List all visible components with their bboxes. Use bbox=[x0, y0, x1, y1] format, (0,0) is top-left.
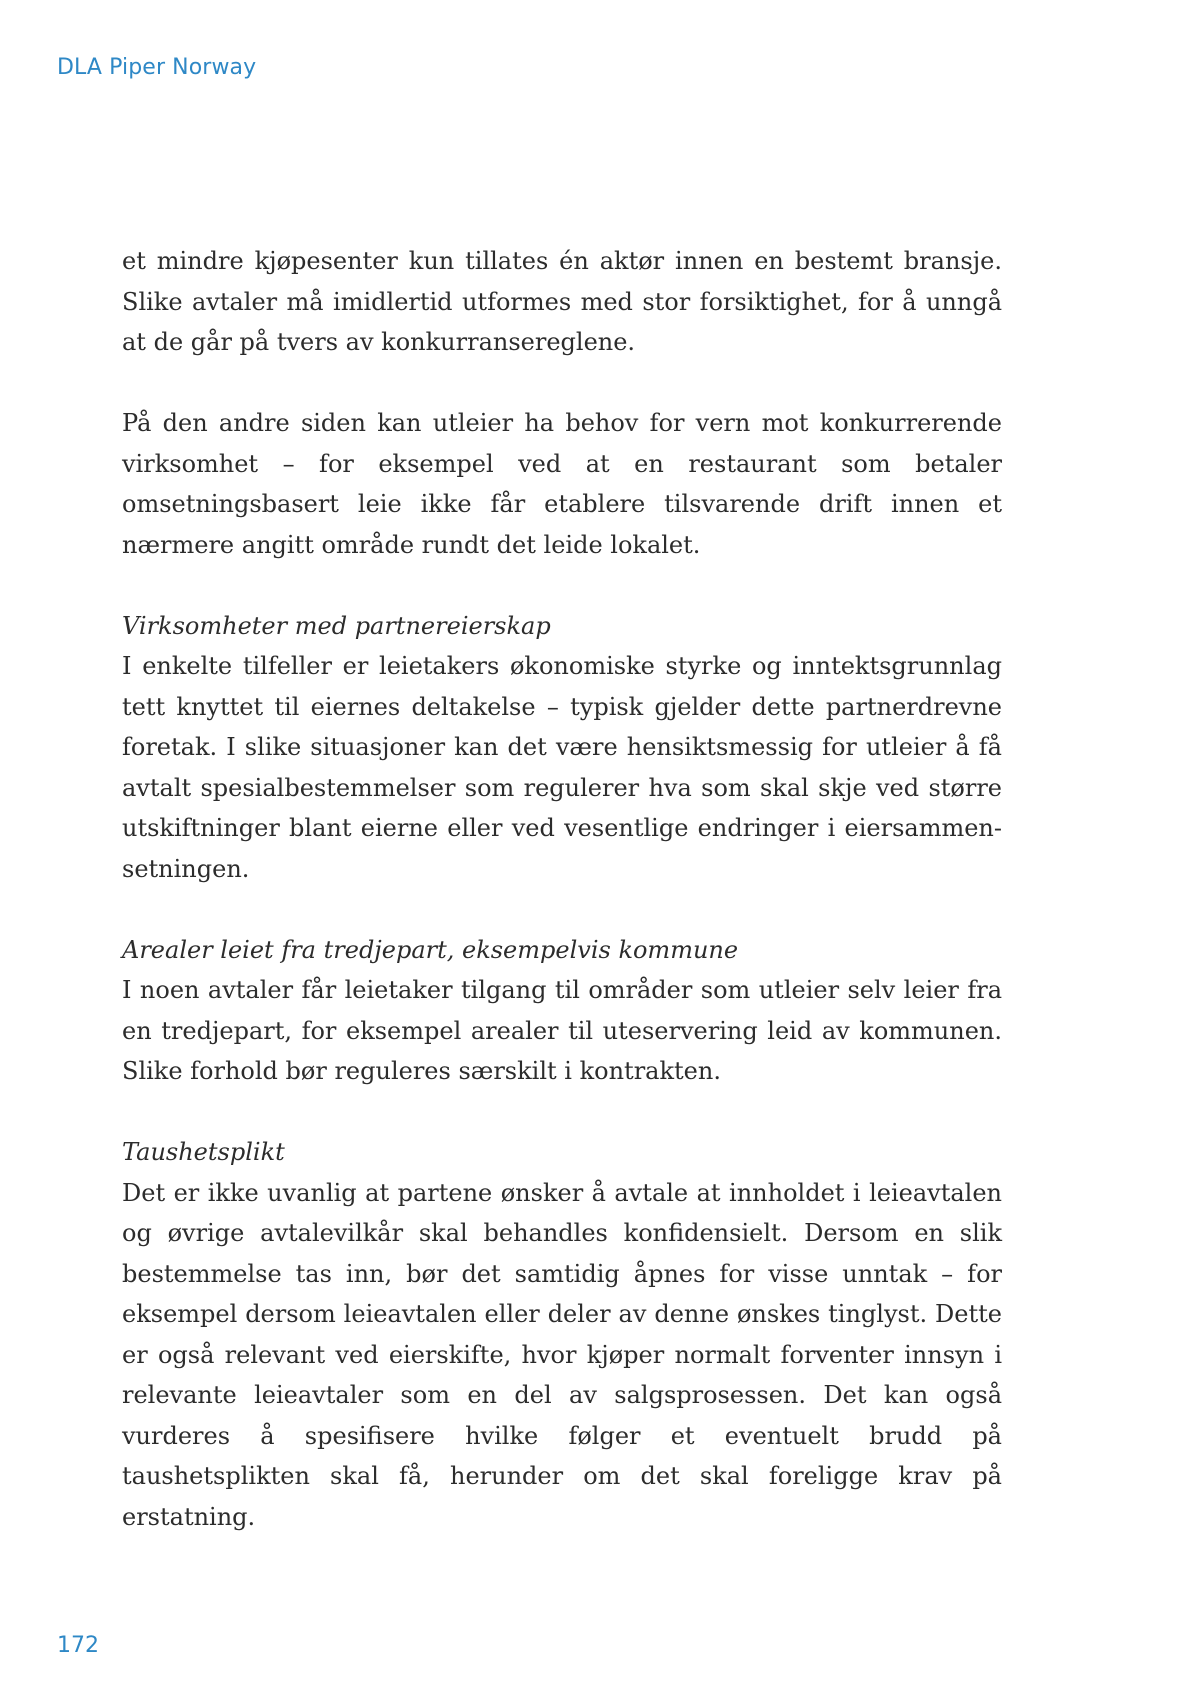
section-subheading: Arealer leiet fra tredjepart, eksempelvis kommune bbox=[122, 935, 739, 964]
page-body bbox=[122, 241, 1002, 1537]
section-third-party-areas bbox=[122, 930, 1002, 1092]
page-number: 172 bbox=[57, 1633, 99, 1658]
section-confidentiality bbox=[122, 1132, 1002, 1537]
paragraph-text: Det er ikke uvanlig at partene ønsker å avtale at innholdet i leieavtalen og øvrige avtalevilkår skal behandles konfidensielt. Dersom en slik bestemmelse tas inn, bør det samtidig åpnes for visse unntak – for eksempel dersom leieavtalen eller deler av denne ønskes tinglyst. Dette er også relevant ved eierskifte, hvor kjøper normalt forventer innsyn i relevante leieavtaler som en del av salgsprosessen. Det kan også vurderes å spesifisere hvilke følger et eventuelt brudd på taushetsplikten skal få, herunder om det skal foreligge krav på erstatning. bbox=[122, 1178, 1002, 1531]
paragraph-text: I noen avtaler får leietaker tilgang til områder som utleier selv leier fra en tredjepart, for eksempel arealer til uteservering leid av kommunen. Slike forhold bør reguleres særskilt i kontrakten. bbox=[122, 976, 1002, 1085]
paragraph-text: I enkelte tilfeller er leietakers økonomiske styrke og inntektsgrunnlag tett knyttet til eiernes deltakelse – typisk gjelder dette partnerdrevne foretak. I slike situasjoner kan det være hensiktsmessig for utleier å få avtalt spesialbestemmelser som regulerer hva som skal skje ved større utskiftninger blant eierne eller ved vesentlige endringer i eiersammensetningen. bbox=[122, 652, 1002, 883]
running-header: DLA Piper Norway bbox=[57, 55, 257, 80]
section-partner-ownership bbox=[122, 606, 1002, 890]
section-subheading: Virksomheter med partnereierskap bbox=[122, 611, 551, 640]
paragraph-competition bbox=[122, 403, 1002, 565]
paragraph-text: et mindre kjøpesenter kun tillates én aktør innen en bestemt bransje. Slike avtaler må imidlertid utformes med stor forsiktighet, for å unngå at de går på tvers av konkurransereglene. bbox=[122, 247, 1002, 356]
paragraph-intro bbox=[122, 241, 1002, 363]
paragraph-text: På den andre siden kan utleier ha behov for vern mot konkurrerende virksomhet – for eksempel ved at en restaurant som betaler omsetningsbasert leie ikke får etablere tilsvarende drift innen et nærmere angitt område rundt det leide lokalet. bbox=[122, 409, 1002, 559]
section-subheading: Taushetsplikt bbox=[122, 1138, 285, 1166]
